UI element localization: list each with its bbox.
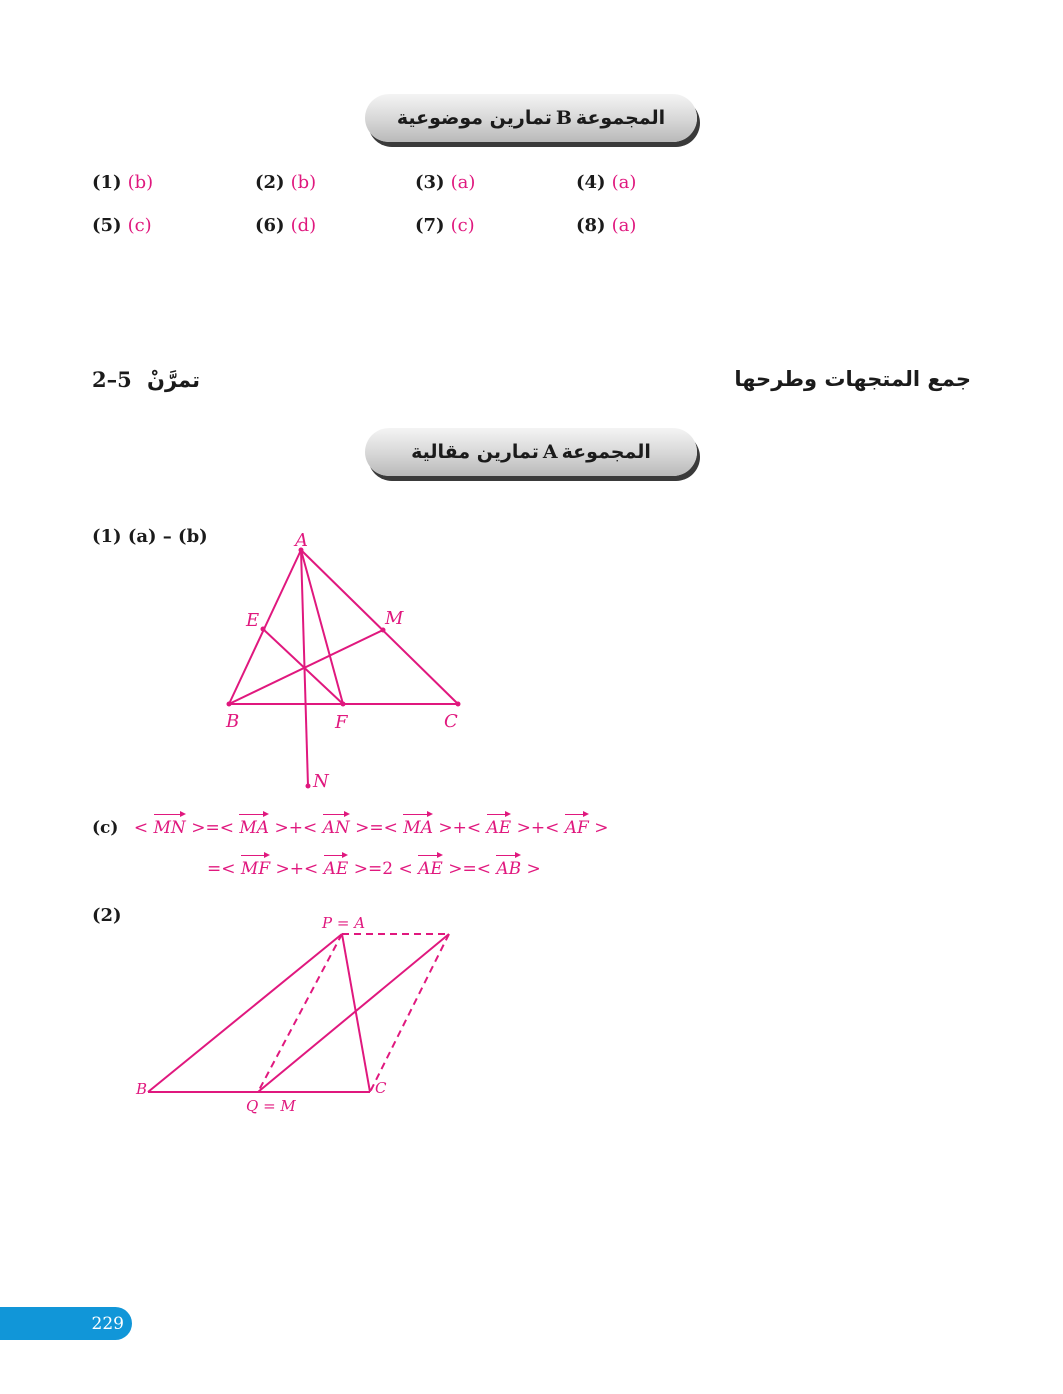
question-2-label: (2) — [92, 905, 122, 926]
label-e: E — [246, 610, 260, 631]
equation-operator: =< — [207, 859, 241, 879]
segment-ac — [301, 550, 458, 704]
answer-number: (3) — [415, 172, 445, 193]
label-m: M — [385, 608, 404, 629]
answer-value: (c) — [450, 215, 475, 236]
answer-value: (a) — [450, 172, 476, 193]
group-b-banner-prefix: المجموعة — [575, 107, 666, 129]
vector-term: AB — [496, 853, 521, 879]
label-f: F — [335, 712, 348, 733]
vector-term: AE — [487, 812, 512, 838]
point-n-dot — [306, 784, 311, 789]
equation-operator: >+< — [432, 818, 487, 838]
segment-af — [301, 550, 343, 704]
equation-operator: >=< — [349, 818, 404, 838]
answer-value: (b) — [290, 172, 317, 193]
point-e-dot — [261, 627, 266, 632]
answer-number: (4) — [576, 172, 606, 193]
point-c-dot — [456, 702, 461, 707]
equation-line-2 — [207, 853, 541, 879]
answer-number: (7) — [415, 215, 445, 236]
vector-term: AF — [565, 812, 589, 838]
answer-value: (a) — [611, 215, 637, 236]
question-1-label: (1) (a) – (b) — [92, 526, 208, 547]
part-c-label: (c) — [92, 818, 119, 838]
vector-term: MA — [239, 812, 269, 838]
segment-ab — [229, 550, 301, 704]
equation-operator: >+< — [269, 818, 323, 838]
label-c: C — [444, 711, 458, 732]
equation-operator: >+< — [511, 818, 565, 838]
answer-value: (d) — [290, 215, 317, 236]
vector-term: AN — [323, 812, 350, 838]
group-a-banner-title: تمارين مقالية — [411, 441, 539, 463]
label-c-2: C — [375, 1079, 387, 1097]
dashed-pq — [258, 934, 342, 1092]
group-b-banner-letter: B — [555, 107, 572, 129]
equation-operator: > — [521, 859, 541, 879]
vector-term: MF — [241, 853, 270, 879]
segment-pb — [148, 934, 342, 1092]
exercise-number: 2–5 — [92, 367, 132, 392]
vector-term: MN — [154, 812, 186, 838]
answer-number: (8) — [576, 215, 606, 236]
section-title: جمع المتجهات وطرحها — [734, 367, 971, 391]
answer-value: (b) — [127, 172, 154, 193]
equation-1-body — [128, 818, 608, 838]
equation-operator: >=< — [185, 818, 240, 838]
answer-number: (1) — [92, 172, 122, 193]
equation-operator: >+< — [270, 859, 324, 879]
answer-number: (2) — [255, 172, 285, 193]
label-b: B — [226, 711, 240, 732]
answer-number: (6) — [255, 215, 285, 236]
equation-operator: < — [128, 818, 154, 838]
exercise-word: تمرَّنْ — [147, 368, 200, 392]
label-n: N — [313, 771, 329, 792]
segment-pc — [342, 934, 370, 1092]
point-f-dot — [341, 702, 346, 707]
label-p-a: P = A — [322, 914, 366, 932]
group-b-banner-title: تمارين موضوعية — [396, 107, 552, 129]
answer-value: (c) — [127, 215, 152, 236]
segment-q-top — [258, 934, 449, 1092]
group-a-banner-letter: A — [542, 441, 558, 463]
group-a-banner-prefix: المجموعة — [561, 441, 651, 463]
equation-line-1 — [92, 812, 609, 838]
point-b-dot — [227, 702, 232, 707]
equation-operator: >=2 < — [348, 859, 419, 879]
equation-operator: >=< — [442, 859, 497, 879]
equation-2-body — [207, 859, 541, 879]
answer-number: (5) — [92, 215, 122, 236]
label-b-2: B — [136, 1080, 148, 1098]
page-number: 229 — [0, 1307, 132, 1340]
answer-value: (a) — [611, 172, 637, 193]
vector-term: MA — [403, 812, 433, 838]
label-a: A — [295, 530, 308, 551]
vector-term: AE — [324, 853, 349, 879]
equation-operator: > — [588, 818, 609, 838]
vector-term: AE — [418, 853, 443, 879]
dashed-right — [370, 934, 449, 1092]
label-q-m: Q = M — [246, 1097, 296, 1115]
